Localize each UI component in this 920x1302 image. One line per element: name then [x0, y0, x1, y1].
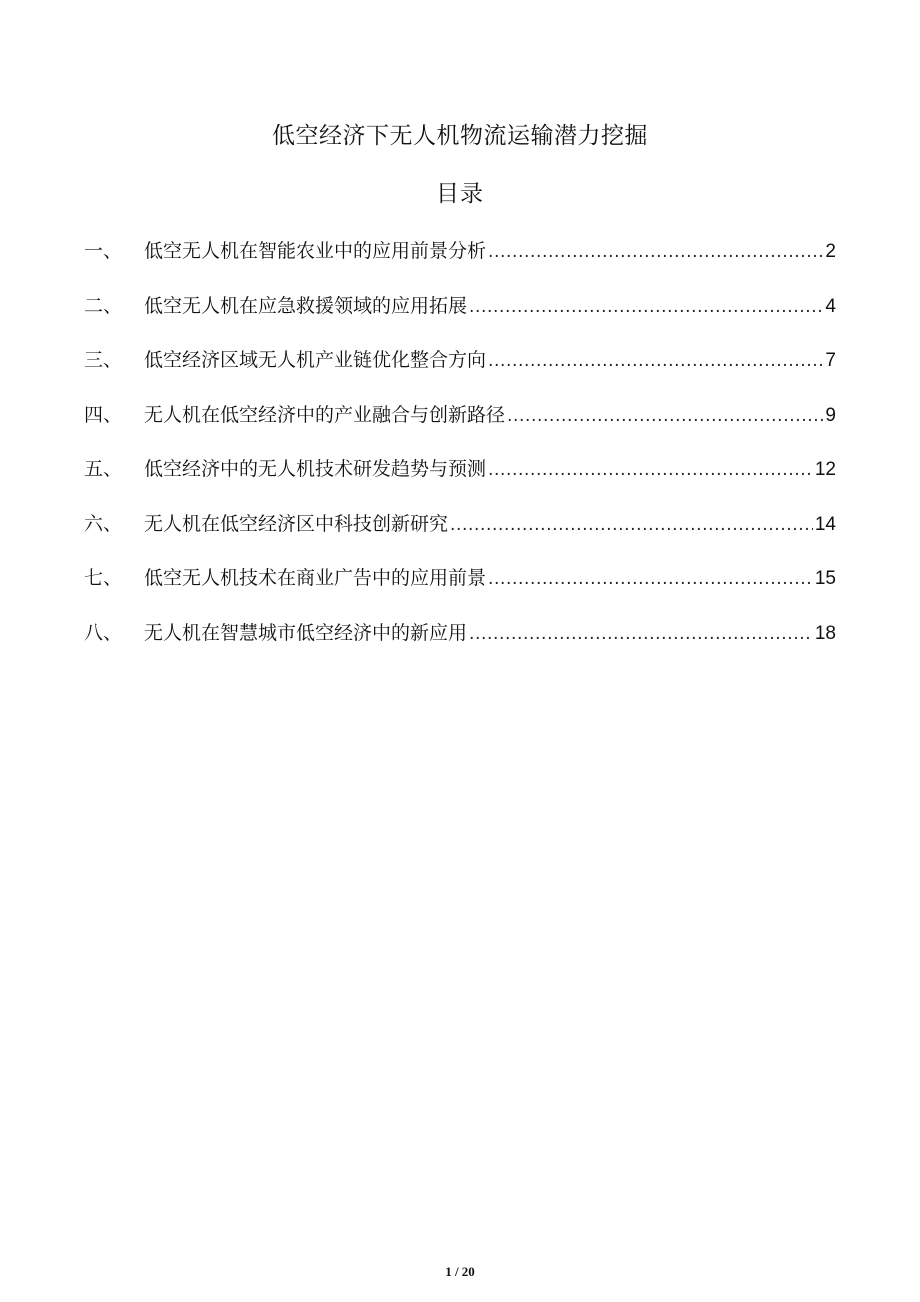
toc-entry-5[interactable]: [84, 450, 836, 505]
table-of-contents: [84, 232, 836, 668]
toc-dot-leader: [488, 451, 813, 489]
page-number-footer: 1 / 20: [445, 1264, 475, 1279]
toc-entry-title: 低空无人机在智能农业中的应用前景分析: [144, 240, 487, 262]
toc-entry-title: 低空经济中的无人机技术研发趋势与预测: [144, 458, 487, 480]
toc-dot-leader: [469, 615, 813, 653]
toc-entry-page: 7: [825, 350, 836, 371]
toc-entry-title: 低空经济区域无人机产业链优化整合方向: [144, 349, 487, 371]
toc-entry-title: 无人机在低空经济中的产业融合与创新路径: [144, 403, 506, 426]
toc-dot-leader: [488, 560, 813, 598]
toc-entry-8[interactable]: [84, 614, 836, 669]
toc-entry-2[interactable]: [84, 287, 836, 342]
toc-entry-number: 二、: [84, 294, 123, 317]
toc-entry-page: 12: [814, 459, 836, 480]
document-title: 低空经济下无人机物流运输潜力挖掘: [272, 123, 648, 149]
toc-entry-number: 一、: [84, 240, 123, 262]
toc-dot-leader: [469, 288, 823, 326]
toc-dot-leader: [488, 342, 823, 380]
toc-entry-page: 14: [814, 513, 836, 535]
toc-entry-page: 4: [825, 295, 836, 317]
toc-entry-number: 五、: [84, 458, 123, 480]
toc-entry-page: 2: [825, 241, 836, 262]
toc-entry-3[interactable]: [84, 341, 836, 396]
toc-entry-number: 六、: [84, 512, 123, 535]
toc-entry-page: 9: [825, 404, 836, 426]
toc-entry-title: 低空无人机在应急救援领域的应用拓展: [144, 294, 468, 317]
toc-entry-4[interactable]: [84, 396, 836, 451]
toc-entry-title: 无人机在智慧城市低空经济中的新应用: [144, 621, 468, 644]
toc-entry-number: 四、: [84, 403, 123, 426]
toc-entry-6[interactable]: [84, 505, 836, 560]
toc-entry-number: 八、: [84, 621, 123, 644]
toc-dot-leader: [488, 233, 823, 271]
toc-entry-number: 三、: [84, 349, 123, 371]
toc-entry-page: 18: [814, 622, 836, 644]
toc-entry-title: 无人机在低空经济区中科技创新研究: [144, 512, 449, 535]
toc-dot-leader: [507, 397, 823, 435]
toc-heading: 目录: [436, 181, 484, 207]
toc-entry-number: 七、: [84, 567, 123, 589]
toc-entry-page: 15: [814, 568, 836, 589]
toc-entry-title: 低空无人机技术在商业广告中的应用前景: [144, 567, 487, 589]
toc-entry-7[interactable]: [84, 559, 836, 614]
toc-entry-1[interactable]: [84, 232, 836, 287]
toc-dot-leader: [450, 506, 813, 544]
